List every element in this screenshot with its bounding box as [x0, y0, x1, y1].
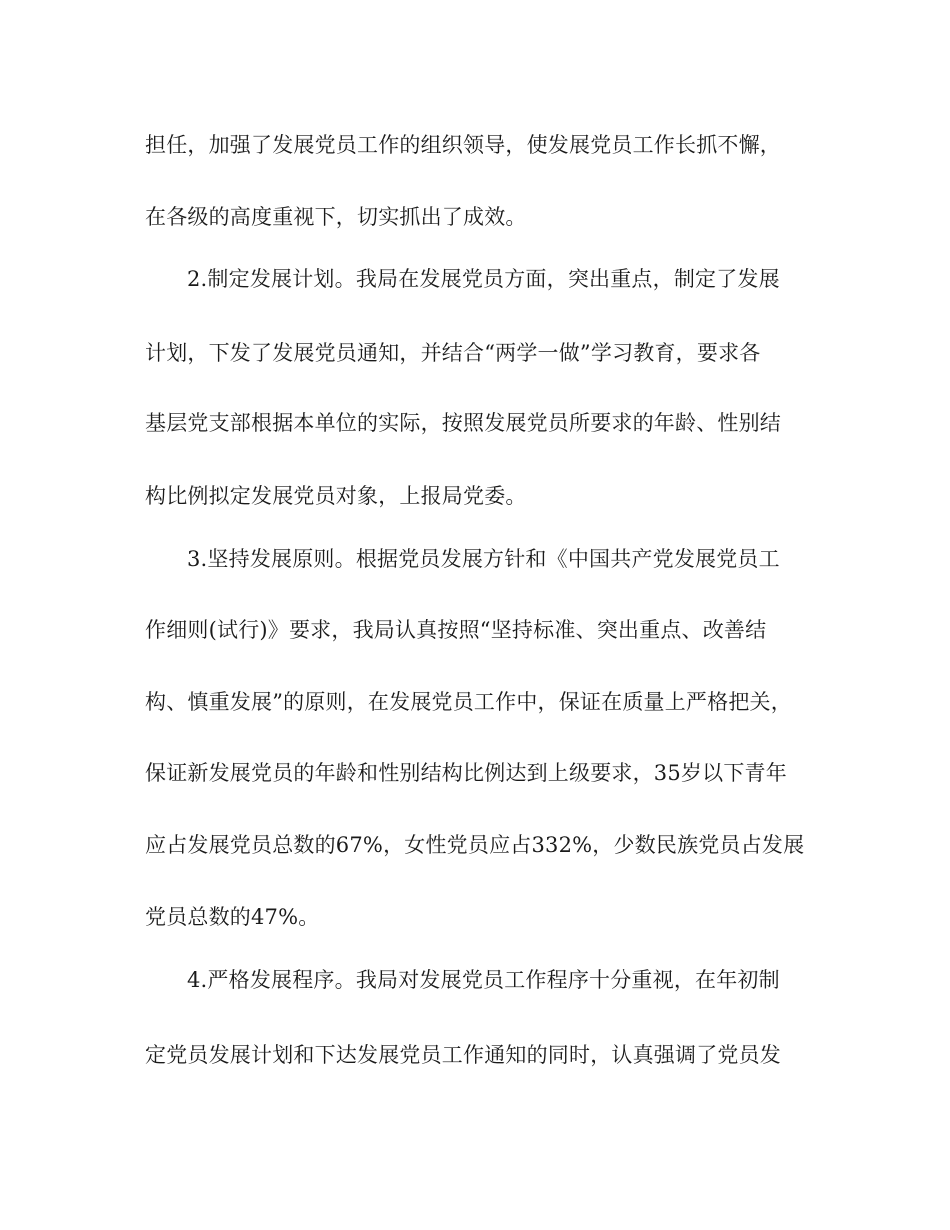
paragraph-line: 基层党支部根据本单位的实际，按照发展党员所要求的年龄、性别结 [145, 411, 781, 435]
paragraph-line: 保证新发展党员的年龄和性别结构比例达到上级要求，35岁以下青年 [145, 761, 787, 785]
paragraph-line: 应占发展党员总数的67%，女性党员应占332%，少数民族党员占发展 [145, 833, 805, 857]
paragraph-line: 在各级的高度重视下，切实抓出了成效。 [145, 205, 527, 229]
paragraph-line: 作细则(试行)》要求，我局认真按照“坚持标准、突出重点、改善结 [145, 618, 767, 642]
paragraph-line: 计划，下发了发展党员通知，并结合“两学一做”学习教育，要求各 [145, 341, 761, 365]
paragraph-line: 构比例拟定发展党员对象，上报局党委。 [145, 484, 527, 508]
paragraph-line: 3.坚持发展原则。根据党员发展方针和《中国共产党发展党员工 [187, 547, 780, 571]
paragraph-line: 2.制定发展计划。我局在发展党员方面，突出重点，制定了发展 [187, 267, 780, 291]
paragraph-line: 担任，加强了发展党员工作的组织领导，使发展党员工作长抓不懈， [145, 133, 781, 157]
paragraph-line: 定党员发展计划和下达发展党员工作通知的同时，认真强调了党员发 [145, 1043, 781, 1067]
paragraph-line: 构、慎重发展”的原则，在发展党员工作中，保证在质量上严格把关， [145, 690, 792, 714]
paragraph-line: 4.严格发展程序。我局对发展党员工作程序十分重视，在年初制 [187, 968, 780, 992]
paragraph-line: 党员总数的47%。 [145, 905, 320, 929]
